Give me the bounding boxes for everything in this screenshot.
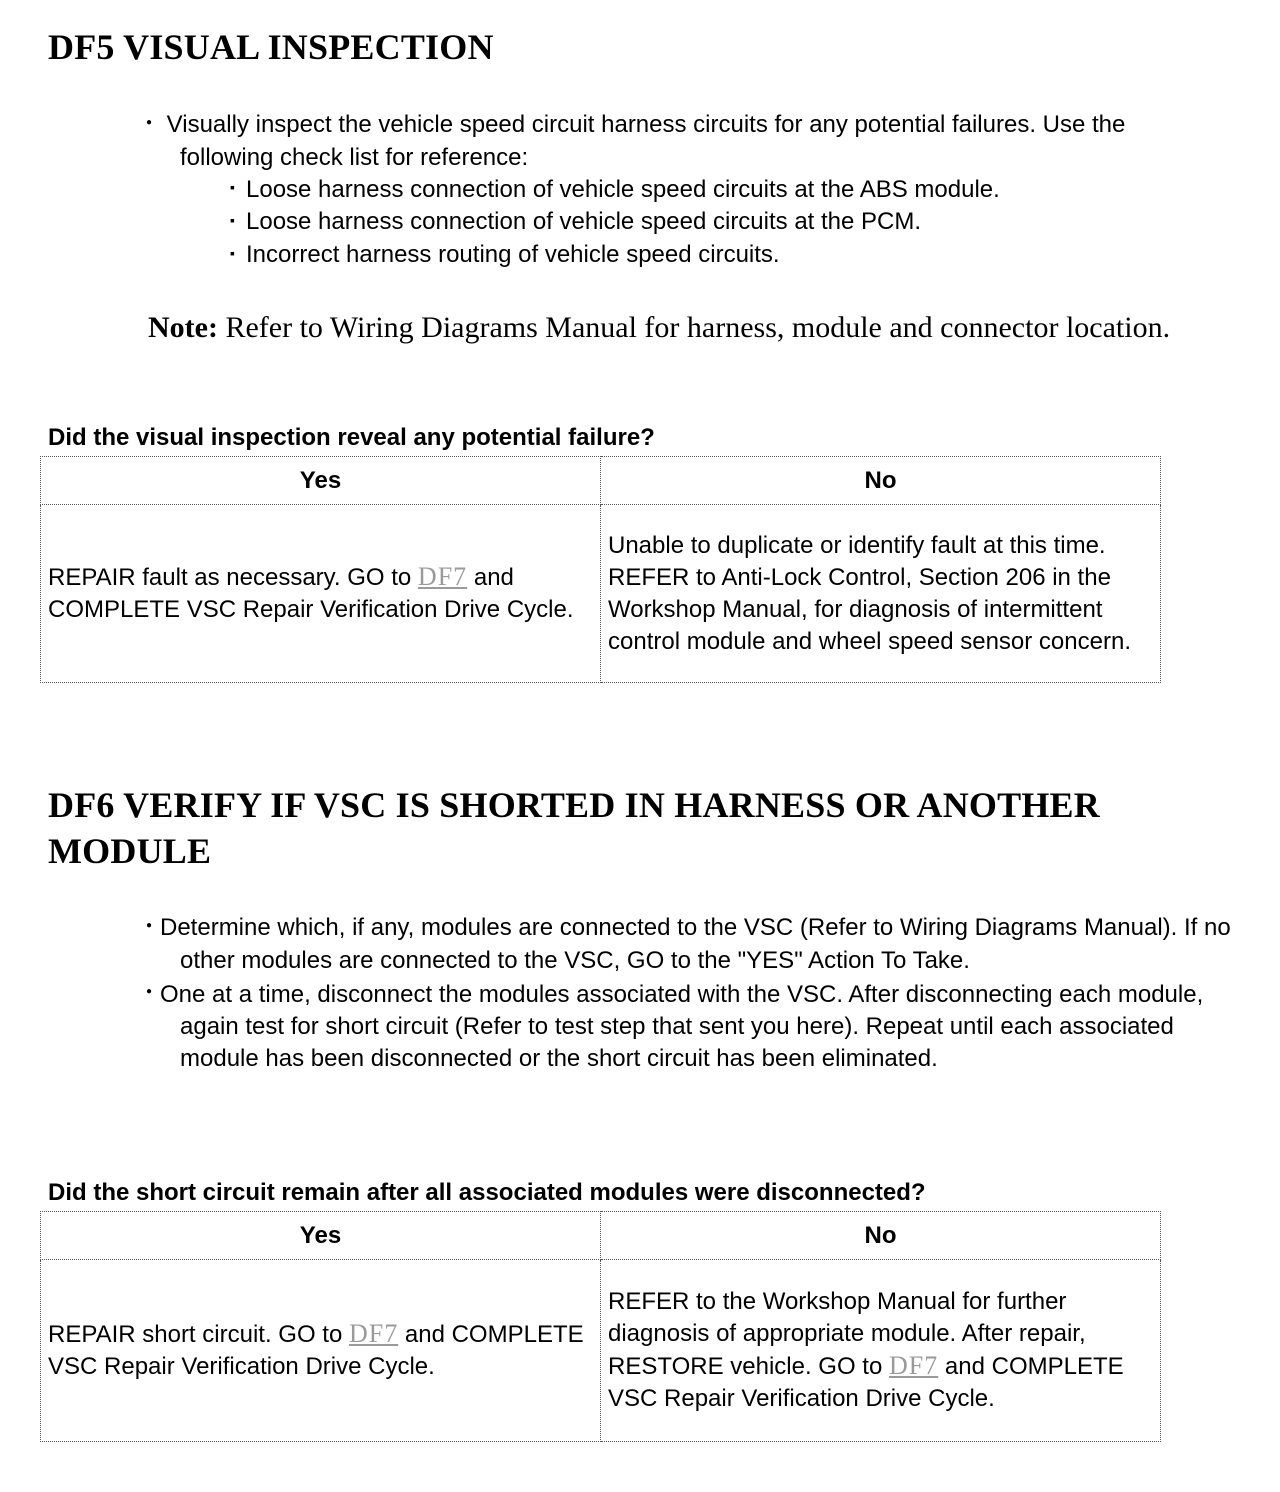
no-action-cell bbox=[601, 1260, 1161, 1442]
df6-bullet-item bbox=[132, 979, 1242, 1076]
df6-bullet-text: Determine which, if any, modules are connected to the VSC (Refer to Wiring Diagrams Manual). If no other modules are connected to the VSC, GO to the "YES" Action To Take. bbox=[160, 914, 1231, 974]
df5-heading: DF5 VISUAL INSPECTION bbox=[48, 27, 494, 67]
df6-heading bbox=[48, 782, 1248, 874]
df7-link[interactable]: DF7 bbox=[417, 562, 468, 591]
yes-action-text: and COMPLETE VSC Repair Verification Drive Cycle. bbox=[48, 1321, 584, 1380]
yes-action-text: REPAIR short circuit. GO to bbox=[48, 1321, 349, 1348]
yes-action-text: and COMPLETE VSC Repair Verification Drive Cycle. bbox=[48, 564, 574, 623]
yes-action-cell bbox=[41, 1260, 601, 1442]
no-action-cell bbox=[601, 505, 1161, 683]
note-text: Refer to Wiring Diagrams Manual for harness, module and connector location. bbox=[217, 311, 1171, 344]
df5-bullet-item bbox=[132, 109, 1222, 272]
df6-heading-line2: MODULE bbox=[48, 831, 212, 871]
df6-question: Did the short circuit remain after all associated modules were disconnected? bbox=[48, 1179, 926, 1206]
no-action-text: Unable to duplicate or identify fault at this time. REFER to Anti-Lock Control, Section 206 in the Workshop Manual, for diagnosis of intermittent control module and wheel speed sensor concern. bbox=[608, 531, 1131, 655]
no-action-text: REFER to the Workshop Manual for further diagnosis of appropriate module. After repair, RESTORE vehicle. GO to bbox=[608, 1288, 1086, 1380]
checklist-text: Incorrect harness routing of vehicle speed circuits. bbox=[246, 240, 780, 268]
df5-checklist bbox=[132, 174, 1222, 272]
no-header: No bbox=[601, 457, 1161, 505]
table-row bbox=[41, 1260, 1161, 1442]
checklist-text: Loose harness connection of vehicle speed circuits at the ABS module. bbox=[246, 175, 1000, 203]
df7-link[interactable]: DF7 bbox=[888, 1351, 939, 1380]
table-header-row bbox=[41, 457, 1161, 505]
df6-bullet-item bbox=[132, 912, 1242, 977]
df7-link[interactable]: DF7 bbox=[348, 1319, 399, 1348]
df5-note bbox=[148, 308, 1198, 347]
table-header-row bbox=[41, 1212, 1161, 1260]
df5-checklist-item bbox=[132, 239, 1222, 272]
df6-bullet-text: One at a time, disconnect the modules associated with the VSC. After disconnecting each module, again test for short circuit (Refer to test step that sent you here). Repeat until each associated module has been disconnected or the short circuit has been eliminated. bbox=[160, 980, 1204, 1073]
df5-bullet-text: Visually inspect the vehicle speed circuit harness circuits for any potential failures. Use the following check list for reference: bbox=[166, 111, 1126, 171]
df5-decision-table bbox=[40, 456, 1161, 683]
table-row bbox=[41, 505, 1161, 683]
no-header: No bbox=[601, 1212, 1161, 1260]
checklist-text: Loose harness connection of vehicle speed circuits at the PCM. bbox=[246, 208, 922, 236]
df5-bullet-list bbox=[132, 109, 1222, 272]
yes-action-text: REPAIR fault as necessary. GO to bbox=[48, 564, 418, 591]
df5-checklist-item bbox=[132, 206, 1222, 239]
df6-decision-table bbox=[40, 1211, 1161, 1442]
df6-bullet-list bbox=[132, 912, 1242, 1075]
yes-header: Yes bbox=[41, 457, 601, 505]
no-action-text: and COMPLETE VSC Repair Verification Drive Cycle. bbox=[608, 1353, 1124, 1412]
df5-checklist-item bbox=[132, 174, 1222, 207]
df5-question: Did the visual inspection reveal any potential failure? bbox=[48, 424, 655, 451]
df6-heading-line1: DF6 VERIFY IF VSC IS SHORTED IN HARNESS OR ANOTHER bbox=[48, 785, 1100, 825]
yes-header: Yes bbox=[41, 1212, 601, 1260]
yes-action-cell bbox=[41, 505, 601, 683]
note-label: Note: bbox=[148, 311, 218, 344]
